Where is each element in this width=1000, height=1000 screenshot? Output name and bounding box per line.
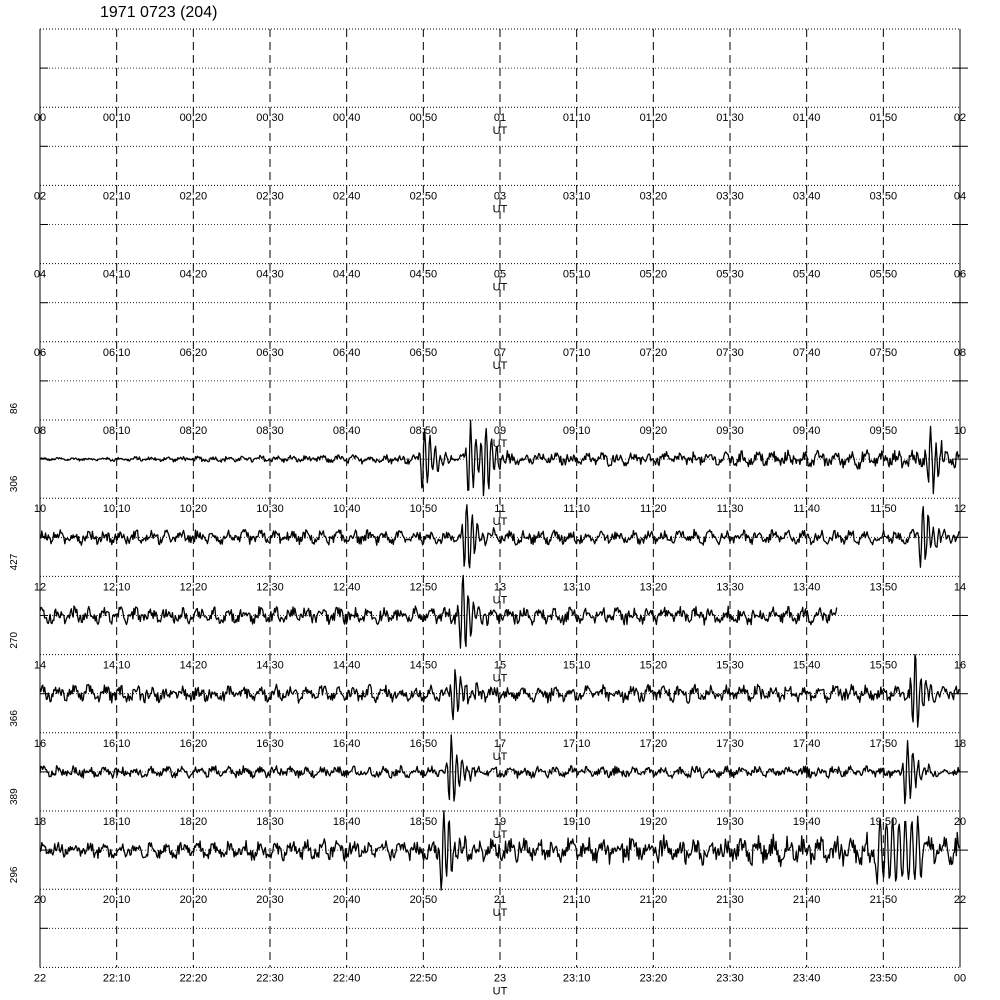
tick-label: 09:20 [639,425,668,437]
tick-label: 09:40 [792,425,821,437]
tick-label: 20:40 [332,894,361,907]
tick-label: 07 [493,346,507,359]
tick-label: 22:40 [332,972,361,985]
tick-label: 22 [953,894,967,907]
axis-unit-label: UT [492,516,508,529]
tick-label: 04:30 [256,268,284,281]
tick-label: 16 [33,737,47,750]
tick-label: 04:10 [102,268,131,281]
tick-label: 08:50 [409,425,438,437]
tick-label: 06:40 [332,346,361,359]
axis-unit-label: UT [492,985,508,998]
tick-label: 15:40 [792,659,821,672]
tick-label: 23:10 [562,972,591,985]
tick-label: 22:30 [256,972,284,985]
tick-label: 13:20 [639,581,668,594]
axis-unit-label: UT [492,125,508,138]
tick-label: 18:50 [409,816,438,828]
tick-label: 12:30 [256,581,284,594]
tick-label: 14 [33,659,47,672]
row-scale-label: 389 [9,788,20,805]
tick-label: 13:10 [562,581,591,594]
tick-label: 05 [493,268,507,281]
axis-unit-label: UT [492,203,508,216]
tick-label: 02:10 [102,190,131,203]
tick-label: 02 [33,190,47,203]
tick-label: 17:50 [869,737,898,750]
tick-label: 15:30 [716,659,744,672]
tick-label: 11:30 [716,503,744,516]
tick-label: 10:30 [256,503,284,516]
tick-label: 10:50 [409,503,438,516]
tick-label: 05:50 [869,268,898,281]
tick-label: 12:20 [179,581,208,594]
tick-label: 18:20 [179,816,208,828]
tick-label: 12 [953,503,967,516]
tick-label: 09 [493,425,507,437]
tick-label: 22:50 [409,972,438,985]
tick-label: 18:40 [332,816,361,828]
tick-label: 07:50 [869,346,898,359]
row-scale-label: 366 [9,710,20,727]
tick-label: 14:10 [102,659,131,672]
tick-label: 01:20 [639,112,668,125]
tick-label: 20:10 [102,894,131,907]
tick-label: 21:10 [562,894,591,907]
tick-label: 21:20 [639,894,668,907]
tick-label: 08:30 [256,425,284,437]
tick-label: 14:30 [256,659,284,672]
tick-label: 03 [493,190,507,203]
tick-label: 21:30 [716,894,744,907]
tick-label: 18:10 [102,816,131,828]
tick-label: 00:50 [409,112,438,125]
axis-unit-label: UT [492,359,508,372]
tick-label: 11:40 [793,503,821,516]
tick-label: 01:40 [792,112,821,125]
tick-label: 11:50 [869,503,897,516]
tick-label: 19:30 [716,816,744,828]
tick-label: 08:20 [179,425,208,437]
row-scale-label: 306 [9,475,20,493]
tick-label: 03:40 [792,190,821,203]
tick-label: 23:40 [792,972,821,985]
tick-label: 06 [953,268,967,281]
tick-label: 15:20 [639,659,668,672]
tick-label: 07:30 [716,346,744,359]
tick-label: 07:40 [792,346,821,359]
tick-label: 20 [33,894,47,907]
tick-label: 17:20 [639,737,668,750]
tick-label: 02 [953,112,967,125]
tick-label: 11 [494,503,506,516]
tick-label: 16 [953,659,967,672]
axis-unit-label: UT [492,281,508,294]
tick-label: 02:40 [332,190,361,203]
tick-label: 06:50 [409,346,438,359]
tick-label: 22:20 [179,972,208,985]
tick-label: 11:10 [563,503,591,516]
tick-label: 15:50 [869,659,898,672]
tick-label: 14:40 [332,659,361,672]
tick-label: 17:40 [792,737,821,750]
tick-label: 16:50 [409,737,438,750]
tick-label: 05:20 [639,268,668,281]
tick-label: 02:30 [256,190,284,203]
tick-label: 17 [493,737,507,750]
tick-label: 03:50 [869,190,898,203]
tick-label: 13:30 [716,581,744,594]
tick-label: 10:40 [332,503,361,516]
axis-unit-label: UT [492,672,508,685]
tick-label: 21:40 [792,894,821,907]
tick-label: 19:40 [792,816,821,828]
tick-label: 10 [33,503,47,516]
tick-label: 04:50 [409,268,438,281]
row-scale-label: 427 [9,553,20,571]
tick-label: 08:40 [332,425,361,437]
tick-label: 03:10 [562,190,591,203]
axis-unit-label: UT [492,750,508,763]
tick-label: 12:40 [332,581,361,594]
tick-label: 18 [953,737,967,750]
tick-label: 01 [493,112,507,125]
tick-label: 09:10 [562,425,591,437]
tick-label: 00:20 [179,112,208,125]
tick-label: 03:20 [639,190,668,203]
axis-unit-label: UT [492,438,508,450]
chart-title: 1971 0723 (204) [100,4,218,21]
tick-label: 08 [33,425,47,437]
tick-label: 23 [493,972,507,985]
tick-label: 09:30 [716,425,744,437]
tick-label: 06:30 [256,346,284,359]
tick-label: 00:10 [102,112,131,125]
tick-label: 11:20 [639,503,667,516]
tick-label: 20:30 [256,894,284,907]
tick-label: 19:10 [562,816,591,828]
tick-label: 08 [953,346,967,359]
axis-unit-label: UT [492,907,508,920]
tick-label: 19:50 [869,816,898,828]
tick-label: 16:10 [102,737,131,750]
tick-label: 13 [493,581,507,594]
tick-label: 20:50 [409,894,438,907]
tick-label: 07:10 [562,346,591,359]
tick-label: 08:10 [102,425,131,437]
axis-unit-label: UT [492,594,508,607]
tick-label: 00:30 [256,112,284,125]
tick-label: 06:10 [102,346,131,359]
tick-label: 22 [33,972,47,985]
tick-label: 10 [953,425,967,437]
row-scale-label: 86 [9,402,20,414]
tick-label: 16:30 [256,737,284,750]
tick-label: 01:50 [869,112,898,125]
tick-label: 16:20 [179,737,208,750]
tick-label: 05:40 [792,268,821,281]
tick-label: 18 [33,816,47,828]
tick-label: 18:30 [256,816,284,828]
tick-label: 04:40 [332,268,361,281]
tick-label: 21:50 [869,894,898,907]
tick-label: 10:20 [179,503,208,516]
tick-label: 22:10 [102,972,131,985]
tick-label: 14:20 [179,659,208,672]
tick-label: 23:30 [716,972,744,985]
tick-label: 01:30 [716,112,744,125]
tick-label: 19 [493,816,507,828]
tick-label: 06:20 [179,346,208,359]
tick-label: 04 [33,268,47,281]
tick-label: 15 [493,659,507,672]
tick-label: 10:10 [102,503,131,516]
tick-label: 02:20 [179,190,208,203]
tick-label: 12:10 [102,581,131,594]
tick-label: 02:50 [409,190,438,203]
tick-label: 20:20 [179,894,208,907]
axis-unit-label: UT [492,829,508,841]
tick-label: 03:30 [716,190,744,203]
tick-label: 00 [33,112,47,125]
tick-label: 16:40 [332,737,361,750]
tick-label: 21 [493,894,507,907]
tick-label: 01:10 [562,112,591,125]
tick-label: 12:50 [409,581,438,594]
tick-label: 23:20 [639,972,668,985]
tick-label: 19:20 [639,816,668,828]
tick-label: 14 [953,581,967,594]
tick-label: 04 [953,190,967,203]
tick-label: 00:40 [332,112,361,125]
row-scale-label: 296 [9,866,20,884]
tick-label: 23:50 [869,972,898,985]
tick-label: 04:20 [179,268,208,281]
tick-label: 14:50 [409,659,438,672]
tick-label: 05:10 [562,268,591,281]
tick-label: 17:10 [562,737,591,750]
tick-label: 05:30 [716,268,744,281]
tick-label: 13:50 [869,581,898,594]
tick-label: 00 [953,972,967,985]
tick-label: 13:40 [792,581,821,594]
tick-label: 06 [33,346,47,359]
tick-label: 15:10 [562,659,591,672]
tick-label: 17:30 [716,737,744,750]
tick-label: 09:50 [869,425,898,437]
tick-label: 07:20 [639,346,668,359]
tick-label: 20 [953,816,967,828]
row-scale-label: 270 [9,631,20,649]
tick-label: 12 [33,581,47,594]
